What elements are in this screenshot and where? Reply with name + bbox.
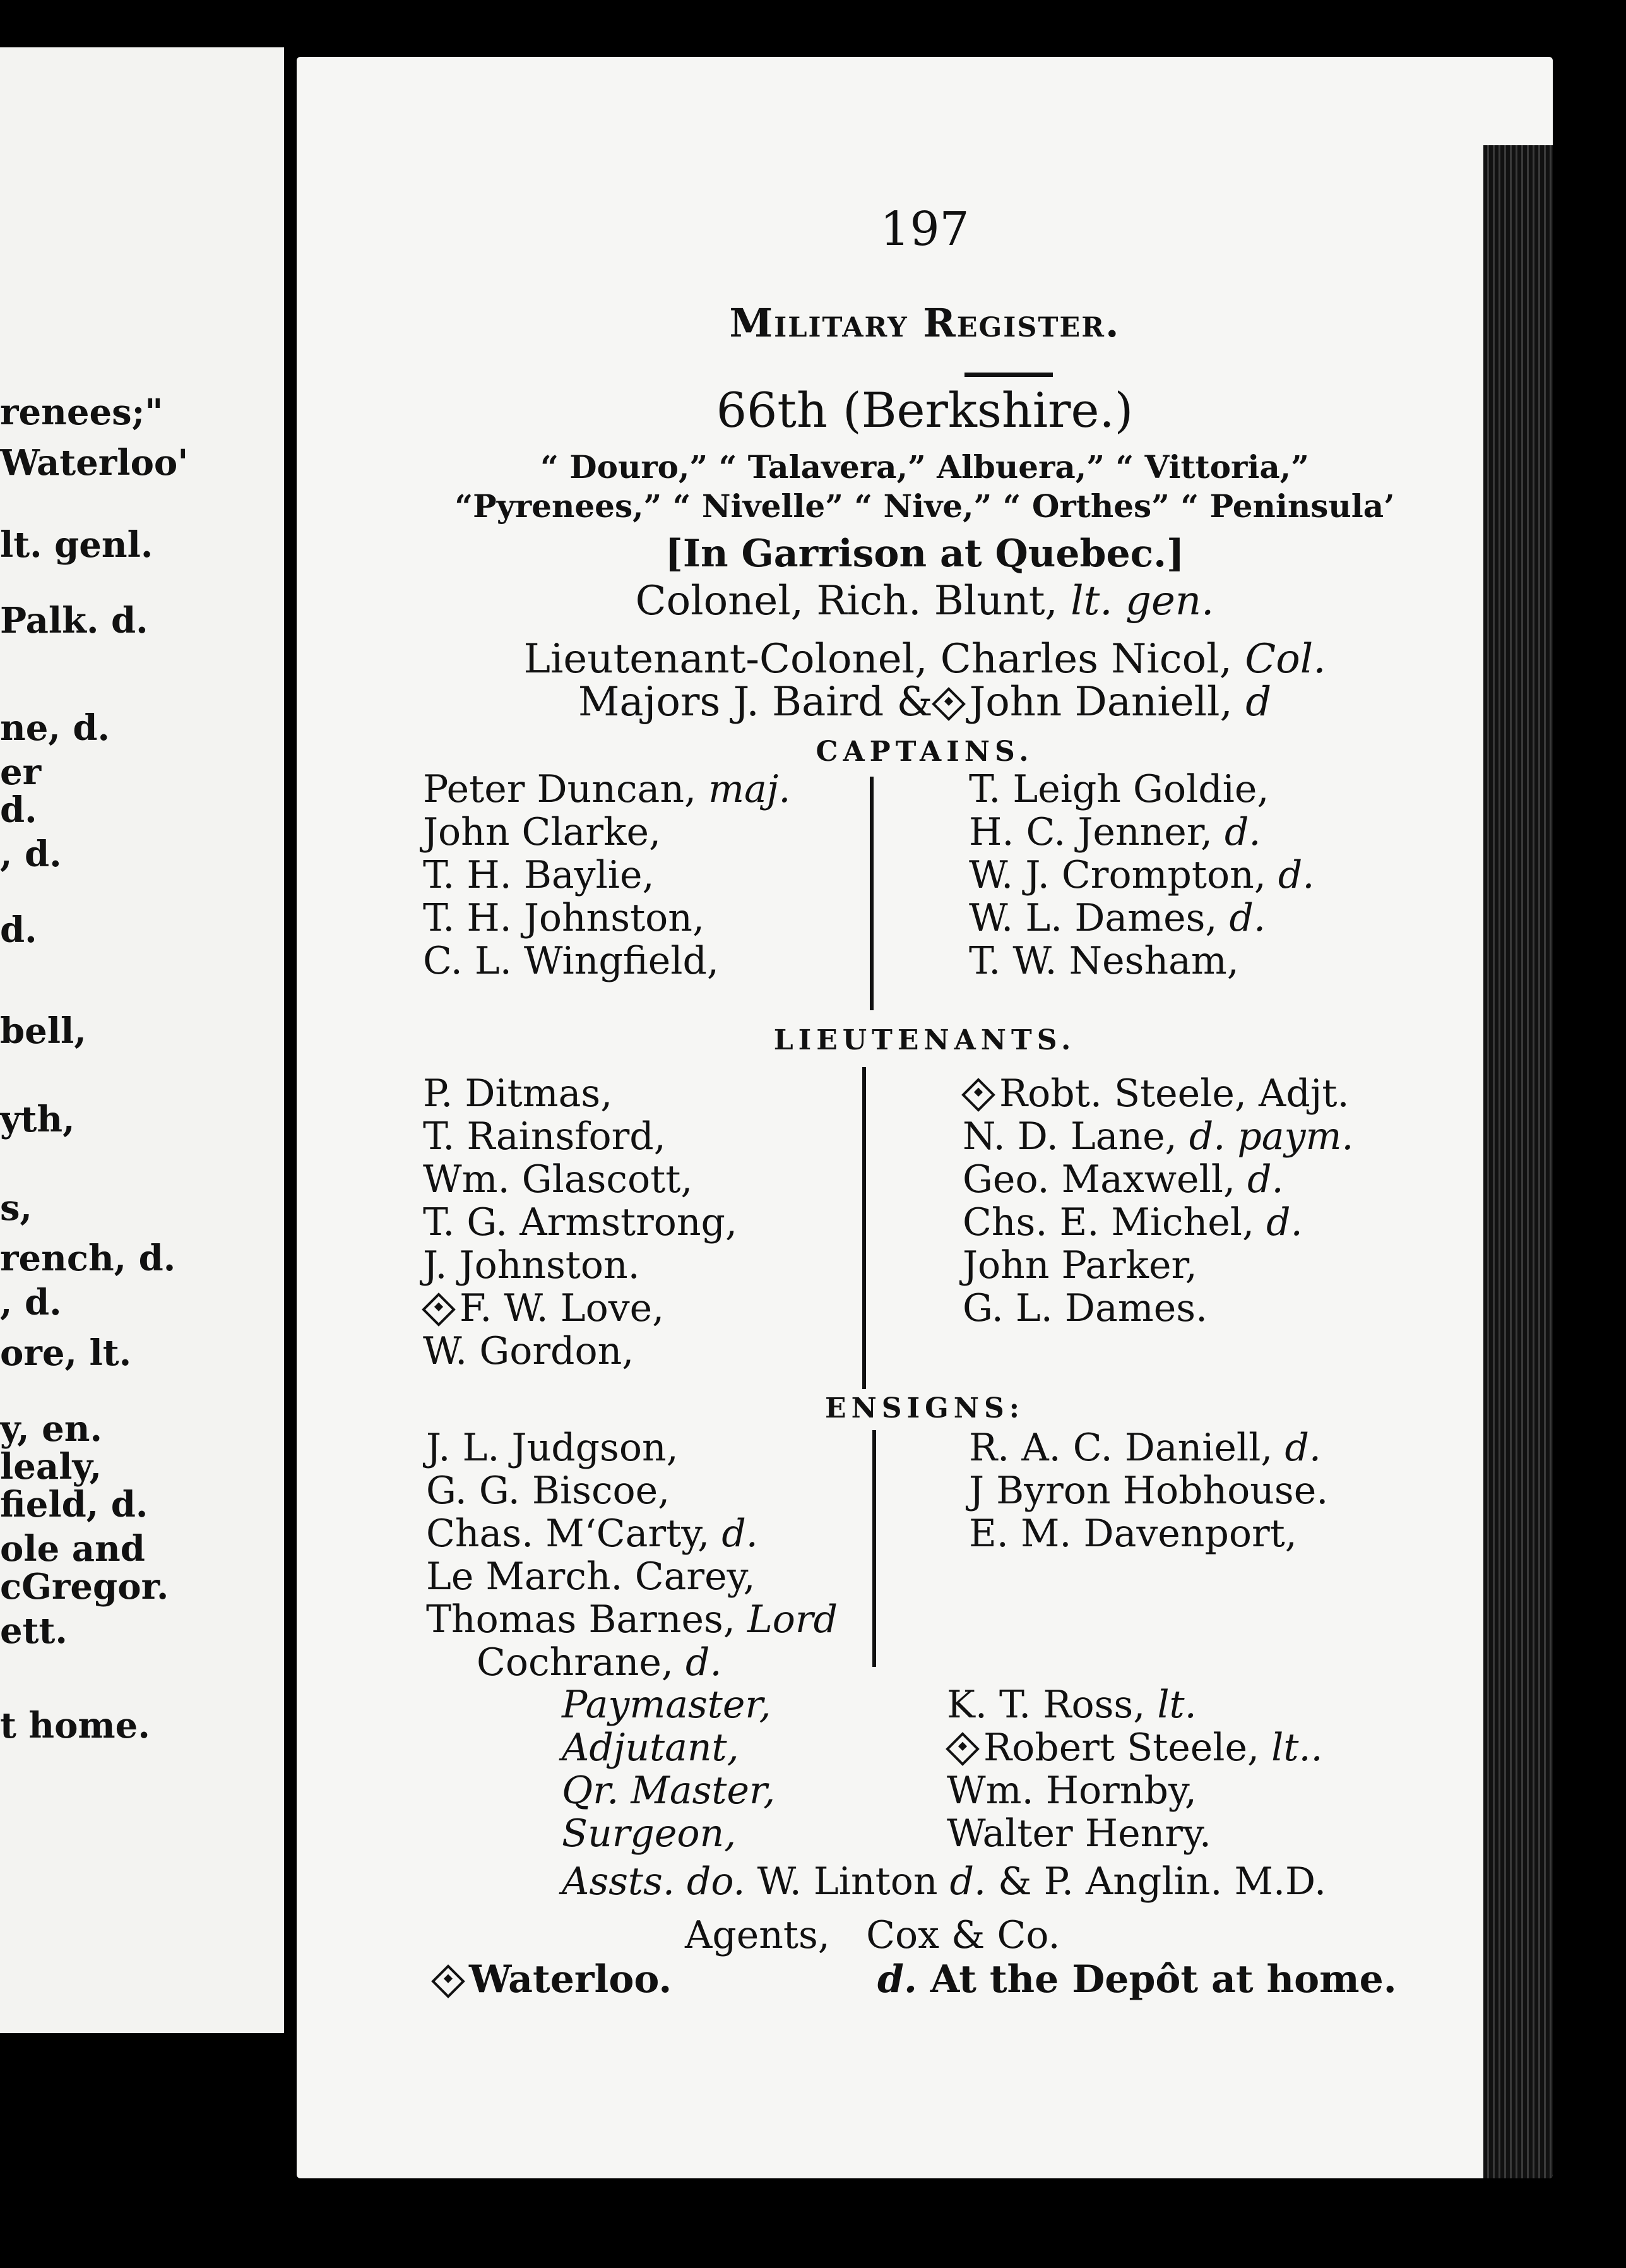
ensign-entry-name: R. A. C. Daniell, <box>969 1426 1273 1470</box>
page-edge <box>1483 145 1553 2178</box>
ensigns-divider <box>872 1430 876 1667</box>
agents-line <box>685 1913 1060 1957</box>
staff-entry <box>947 1683 1197 1727</box>
captain-entry-note: d. <box>1278 853 1315 897</box>
agents-value: Cox & Co. <box>866 1913 1060 1957</box>
lieutenant-entry-name: G. L. Dames. <box>963 1286 1208 1330</box>
facing-page-line: y, en. <box>0 1408 103 1450</box>
lieutenant-entry <box>963 1243 1197 1287</box>
staff-role: Surgeon, <box>562 1811 737 1856</box>
facing-page-line: d. <box>0 909 37 951</box>
assistants-name-2: & P. Anglin. M.D. <box>998 1859 1327 1904</box>
ensigns-heading: ENSIGNS: <box>825 1392 1024 1424</box>
facing-page-line: er <box>0 751 42 793</box>
ensign-entry <box>426 1597 838 1642</box>
assistants-role: Assts. do. <box>562 1859 745 1904</box>
footer-waterloo-text: Waterloo. <box>469 1957 672 2002</box>
captain-entry-name: C. L. Wingfield, <box>423 939 719 983</box>
staff-role: Adjutant, <box>562 1726 739 1770</box>
facing-page-line: , d. <box>0 1282 62 1323</box>
lieutenant-entry-name: J. Johnston. <box>423 1243 640 1287</box>
facing-page-line: bell, <box>0 1010 86 1052</box>
lieutenant-entry <box>963 1157 1284 1202</box>
heading-rule <box>964 373 1053 377</box>
waterloo-diamond-icon <box>431 1964 465 1998</box>
lieutenant-entry <box>963 1286 1208 1330</box>
captain-entry <box>969 767 1269 811</box>
ensign-entry <box>426 1426 679 1470</box>
facing-page-line: ole and <box>0 1528 145 1570</box>
lt-colonel-label: Lieutenant-Colonel, Charles Nicol, <box>523 636 1232 683</box>
ensign-entry-name: G. G. Biscoe, <box>426 1469 670 1513</box>
ensign-entry-name: Chas. M‘Carty, <box>426 1512 710 1556</box>
facing-page-line: cGregor. <box>0 1566 169 1608</box>
staff-name: Robert Steele, <box>983 1726 1260 1770</box>
lieutenant-entry-name: T. Rainsford, <box>423 1114 666 1159</box>
lieutenant-entry <box>963 1114 1353 1159</box>
staff-name: Wm. Hornby, <box>947 1769 1197 1813</box>
colonel-label: Colonel, Rich. Blunt, <box>635 578 1058 624</box>
facing-page-line: ett. <box>0 1610 68 1652</box>
lt-colonel-line <box>297 636 1553 683</box>
majors-line <box>297 679 1553 725</box>
ensign-entry-name: J. L. Judgson, <box>426 1426 679 1470</box>
facing-page-line: yth, <box>0 1099 75 1140</box>
facing-page-line: , d. <box>0 833 62 875</box>
facing-page-line: lealy, <box>0 1446 102 1488</box>
lieutenant-entry <box>963 1200 1303 1244</box>
ensign-entry <box>426 1555 756 1599</box>
captain-entry <box>969 853 1314 897</box>
lieutenant-entry <box>423 1329 634 1373</box>
captain-entry-name: W. L. Dames, <box>969 896 1218 940</box>
lieutenant-entry <box>423 1286 664 1330</box>
facing-page-line: Palk. d. <box>0 600 148 642</box>
facing-page-line: ne, d. <box>0 707 110 749</box>
lt-colonel-rank: Col. <box>1245 636 1326 683</box>
lieutenant-entry <box>963 1071 1350 1116</box>
lieutenant-entry <box>423 1157 692 1202</box>
captain-entry-name: T. W. Nesham, <box>969 939 1239 983</box>
captain-entry-note: d. <box>1229 896 1266 940</box>
assistants-note: d. <box>949 1859 987 1904</box>
staff-entry <box>947 1769 1197 1813</box>
majors-note: d <box>1245 679 1272 725</box>
staff-role: Qr. Master, <box>562 1769 776 1813</box>
facing-page-line: t home. <box>0 1705 150 1746</box>
captain-entry <box>969 896 1266 940</box>
lieutenant-entry-name: T. G. Armstrong, <box>423 1200 738 1244</box>
page-heading: Military Register. <box>729 300 1120 346</box>
captain-entry <box>969 939 1239 983</box>
ensign-entry-name: J Byron Hobhouse. <box>969 1469 1329 1513</box>
captain-entry <box>423 810 661 854</box>
footer-depot-key <box>877 1957 1397 2002</box>
captain-entry <box>423 896 704 940</box>
lieutenants-divider <box>862 1067 866 1389</box>
ensign-entry-name: E. M. Davenport, <box>969 1512 1297 1556</box>
captain-entry-note: d. <box>1224 810 1261 854</box>
facing-page-line: ore, lt. <box>0 1332 132 1374</box>
lieutenant-entry <box>423 1200 737 1244</box>
facing-page-line: rench, d. <box>0 1238 176 1279</box>
staff-name: K. T. Ross, <box>947 1683 1146 1727</box>
assistants-name-1: W. Linton <box>757 1859 938 1904</box>
ensign-entry-name: Thomas Barnes, <box>426 1597 735 1642</box>
waterloo-diamond-icon <box>961 1078 995 1113</box>
lieutenant-entry-name: Wm. Glascott, <box>423 1157 693 1202</box>
ensign-entry <box>426 1469 670 1513</box>
facing-page <box>0 47 284 2033</box>
lieutenant-entry-name: W. Gordon, <box>423 1329 634 1373</box>
lieutenant-entry-name: John Parker, <box>963 1243 1197 1287</box>
honours-line-1: “ Douro,” “ Talavera,” Albuera,” “ Vittoria,” <box>540 448 1309 486</box>
waterloo-diamond-icon <box>422 1293 456 1327</box>
ensign-entry-name: Cochrane, <box>477 1640 674 1685</box>
lieutenant-entry-name: F. W. Love, <box>460 1286 665 1330</box>
majors-after: John Daniell, <box>969 679 1233 725</box>
lieutenant-entry-name: P. Ditmas, <box>423 1071 613 1116</box>
captain-entry <box>969 810 1261 854</box>
facing-page-line: field, d. <box>0 1484 148 1525</box>
lieutenant-entry-note: d. <box>1266 1200 1303 1244</box>
lieutenant-entry-name: Robt. Steele, Adjt. <box>999 1071 1350 1116</box>
captain-entry-name: John Clarke, <box>423 810 662 854</box>
captain-entry-name: T. H. Baylie, <box>423 853 655 897</box>
staff-entry <box>947 1726 1323 1770</box>
lieutenant-entry-name: Geo. Maxwell, <box>963 1157 1236 1202</box>
facing-page-line: s, <box>0 1187 33 1229</box>
honours-line-2: “Pyrenees,” “ Nivelle” “ Nive,” “ Orthes” “ Peninsula’ <box>454 487 1395 525</box>
lieutenant-entry <box>423 1071 612 1116</box>
captain-entry <box>423 853 655 897</box>
staff-note: lt.. <box>1271 1726 1323 1770</box>
lieutenant-entry <box>423 1114 666 1159</box>
page-number: 197 <box>880 202 970 256</box>
facing-page-line: renees;" <box>0 391 163 433</box>
lieutenant-entry <box>423 1243 640 1287</box>
staff-note: lt. <box>1157 1683 1197 1727</box>
ensign-entry <box>969 1426 1321 1470</box>
lieutenant-entry-name: Chs. E. Michel, <box>963 1200 1255 1244</box>
captain-entry-note: maj. <box>708 767 791 811</box>
ensign-entry-name: Le March. Carey, <box>426 1555 756 1599</box>
colonel-rank: lt. gen. <box>1071 578 1214 624</box>
ensign-entry <box>426 1512 758 1556</box>
lieutenant-entry-name: N. D. Lane, <box>963 1114 1177 1159</box>
ensign-entry <box>477 1640 722 1685</box>
footer-waterloo-key <box>432 1957 672 2002</box>
staff-entry <box>947 1811 1211 1856</box>
regiment-title: 66th (Berkshire.) <box>716 382 1134 438</box>
ensign-entry <box>969 1512 1297 1556</box>
majors-before: Majors J. Baird & <box>578 679 933 725</box>
facing-page-line: lt. genl. <box>0 524 153 566</box>
captain-entry-name: T. Leigh Goldie, <box>969 767 1269 811</box>
footer-d-key: d. <box>877 1957 917 2002</box>
waterloo-diamond-icon <box>932 687 966 721</box>
lieutenant-entry-note: d. paym. <box>1189 1114 1354 1159</box>
register-page <box>297 57 1553 2178</box>
captain-entry <box>423 939 719 983</box>
ensign-entry-note: d. <box>685 1640 722 1685</box>
staff-name: Walter Henry. <box>947 1811 1211 1856</box>
station-line: [In Garrison at Quebec.] <box>665 532 1185 576</box>
captains-heading: CAPTAINS. <box>816 736 1034 768</box>
ensign-entry-note: d. <box>1285 1426 1321 1470</box>
waterloo-diamond-icon <box>946 1733 980 1767</box>
facing-page-line: Waterloo' <box>0 442 189 484</box>
captain-entry-name: Peter Duncan, <box>423 767 697 811</box>
captain-entry-name: W. J. Crompton, <box>969 853 1266 897</box>
ensign-entry-note: Lord <box>747 1597 838 1642</box>
captains-divider <box>870 777 874 1010</box>
footer-d-text: At the Depôt at home. <box>930 1957 1397 2002</box>
lieutenant-entry-note: d. <box>1247 1157 1284 1202</box>
captain-entry <box>423 767 790 811</box>
captain-entry-name: T. H. Johnston, <box>423 896 705 940</box>
assistants-line <box>562 1859 1326 1904</box>
colonel-line <box>297 578 1553 624</box>
lieutenants-heading: LIEUTENANTS. <box>773 1024 1076 1056</box>
agents-label: Agents, <box>685 1913 830 1957</box>
facing-page-line: d. <box>0 789 37 831</box>
staff-role: Paymaster, <box>562 1683 771 1727</box>
captain-entry-name: H. C. Jenner, <box>969 810 1213 854</box>
ensign-entry-note: d. <box>721 1512 758 1556</box>
ensign-entry <box>969 1469 1328 1513</box>
